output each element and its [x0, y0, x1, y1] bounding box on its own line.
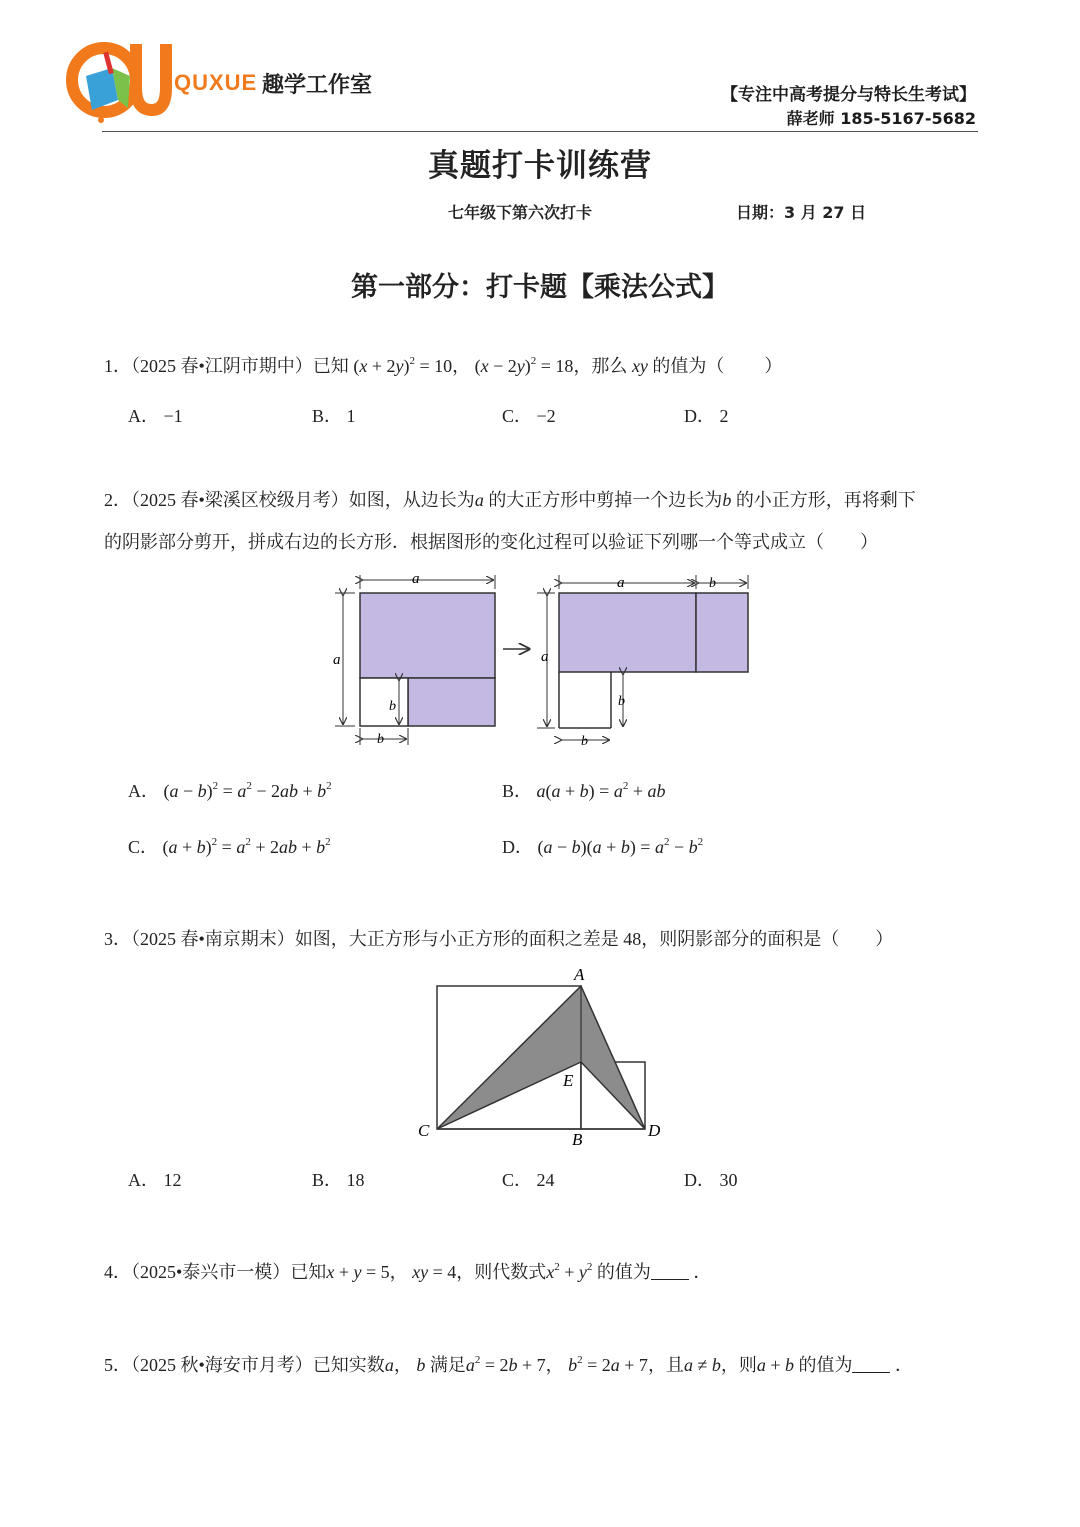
- q3-figure: [410, 960, 670, 1155]
- q5-number: 5．: [104, 1355, 131, 1375]
- q5-answer-blank[interactable]: [852, 1356, 890, 1373]
- question-3: [104, 925, 893, 951]
- q3-label-B: B: [572, 1130, 583, 1149]
- q2-label-b-right-top: b: [709, 576, 716, 591]
- q3-label-A: A: [574, 965, 585, 984]
- q2-label-b-bottom: b: [377, 732, 384, 747]
- q1-text-e: ）: [764, 356, 783, 376]
- q2-option-d: D． $(a - b)(a + b) = a^2 - b^2$: [502, 836, 704, 857]
- q1-source: （2025 春•江阴市期中）: [131, 356, 313, 376]
- question-2-line2: 的阴影部分剪开，拼成右边的长方形．根据图形的变化过程可以验证下列哪一个等式成立（ ）: [104, 532, 878, 552]
- q4-number: 4．: [104, 1262, 131, 1282]
- q2-label-b-right-bottom: b: [581, 734, 588, 749]
- question-2-line1: 2．（2025 春•梁溪区校级月考）如图，从边长为a 的大正方形中剪掉一个边长为b 的小正方形，再将剩下: [104, 490, 916, 510]
- brand-cn: 趣学工作室: [262, 73, 373, 98]
- page-title: 真题打卡训练营: [428, 148, 652, 184]
- brand-logo: [66, 38, 386, 124]
- header-divider: [102, 131, 978, 132]
- header-slogan: 【专注中高考提分与特长生考试】: [721, 85, 976, 105]
- q2-rect-b: [696, 593, 748, 672]
- q1-number: 1．: [104, 356, 131, 376]
- q1-option-a: A． −1: [128, 406, 183, 426]
- q3-label-E: E: [563, 1071, 574, 1090]
- q2-label-b-right-inner: b: [618, 694, 625, 709]
- book-icon: [66, 38, 176, 124]
- q1-option-d: D． 2: [684, 406, 729, 426]
- session-label: 七年级下第六次打卡: [448, 203, 593, 222]
- q4-source: （2025•泰兴市一模）: [131, 1262, 291, 1282]
- q2-label-a-right-side: a: [541, 649, 549, 665]
- q1-text-a: 已知: [312, 356, 349, 376]
- q2-shade-top: [360, 593, 495, 678]
- q1-option-b: B． 1: [312, 406, 356, 426]
- q2-label-b-inner: b: [389, 699, 396, 714]
- q3-label-C: C: [418, 1121, 430, 1140]
- q3-text: 如图，大正方形与小正方形的面积之差是 48，则阴影部分的面积是（ ）: [294, 929, 894, 949]
- header-contact: 薛老师 185-5167-5682: [786, 109, 976, 128]
- q1-text-b: ，: [452, 356, 471, 376]
- q2-label-a-left: a: [333, 652, 341, 668]
- q2-shade-bottom: [408, 678, 495, 726]
- q2-number: 2．: [104, 490, 131, 510]
- question-1: 1．（2025 春•江阴市期中）已知 $(x + 2y)^2 = 10$， $(x - 2y)^2 = 18$，那么 xy 的值为（ ）: [104, 355, 783, 376]
- question-5: 5．（2025 秋•海安市月考）已知实数a， b 满足$a^2 = 2b + 7$， $b^2 = 2a + 7$，且a ≠ b，则a + b 的值为 ．: [104, 1354, 913, 1375]
- q2-option-c: C． $(a + b)^2 = a^2 + 2ab + b^2$: [128, 836, 331, 857]
- q4-answer-blank[interactable]: [651, 1263, 689, 1280]
- q3-source: （2025 春•南京期末）: [131, 929, 295, 949]
- q1-text-d: 的值为（: [652, 356, 725, 376]
- q3-option-d: D． 30: [684, 1170, 738, 1190]
- q1-text-c: ，那么: [573, 356, 628, 376]
- q2-option-a: A． $(a - b)^2 = a^2 - 2ab + b^2$: [128, 780, 332, 801]
- brand-en: QUXUE: [174, 70, 258, 95]
- q2-source: （2025 春•梁溪区校级月考）: [131, 490, 349, 510]
- q3-option-a: A． 12: [128, 1170, 182, 1190]
- date-label: 日期：3 月 27 日: [736, 203, 867, 222]
- q2-option-b: B． $a(a + b) = a^2$ + ab: [502, 780, 666, 801]
- question-4: 4．（2025•泰兴市一模）已知x + y = 5， xy = 4，则代数式$x^2 + y^2$ 的值为 ．: [104, 1261, 712, 1282]
- q3-number: 3．: [104, 929, 131, 949]
- q2-label-a-right-top: a: [617, 575, 625, 591]
- q2-label-a-top: a: [412, 571, 420, 587]
- q3-option-b: B． 18: [312, 1170, 365, 1190]
- q1-option-c: C． −2: [502, 406, 556, 426]
- section-title: 第一部分：打卡题【乘法公式】: [351, 272, 729, 303]
- q2-figure: [325, 565, 765, 755]
- q3-option-c: C． 24: [502, 1170, 555, 1190]
- q3-label-D: D: [648, 1121, 661, 1140]
- q2-small-square: [360, 678, 408, 726]
- q5-source: （2025 秋•海安市月考）: [131, 1355, 313, 1375]
- q2-rect-a: [559, 593, 696, 672]
